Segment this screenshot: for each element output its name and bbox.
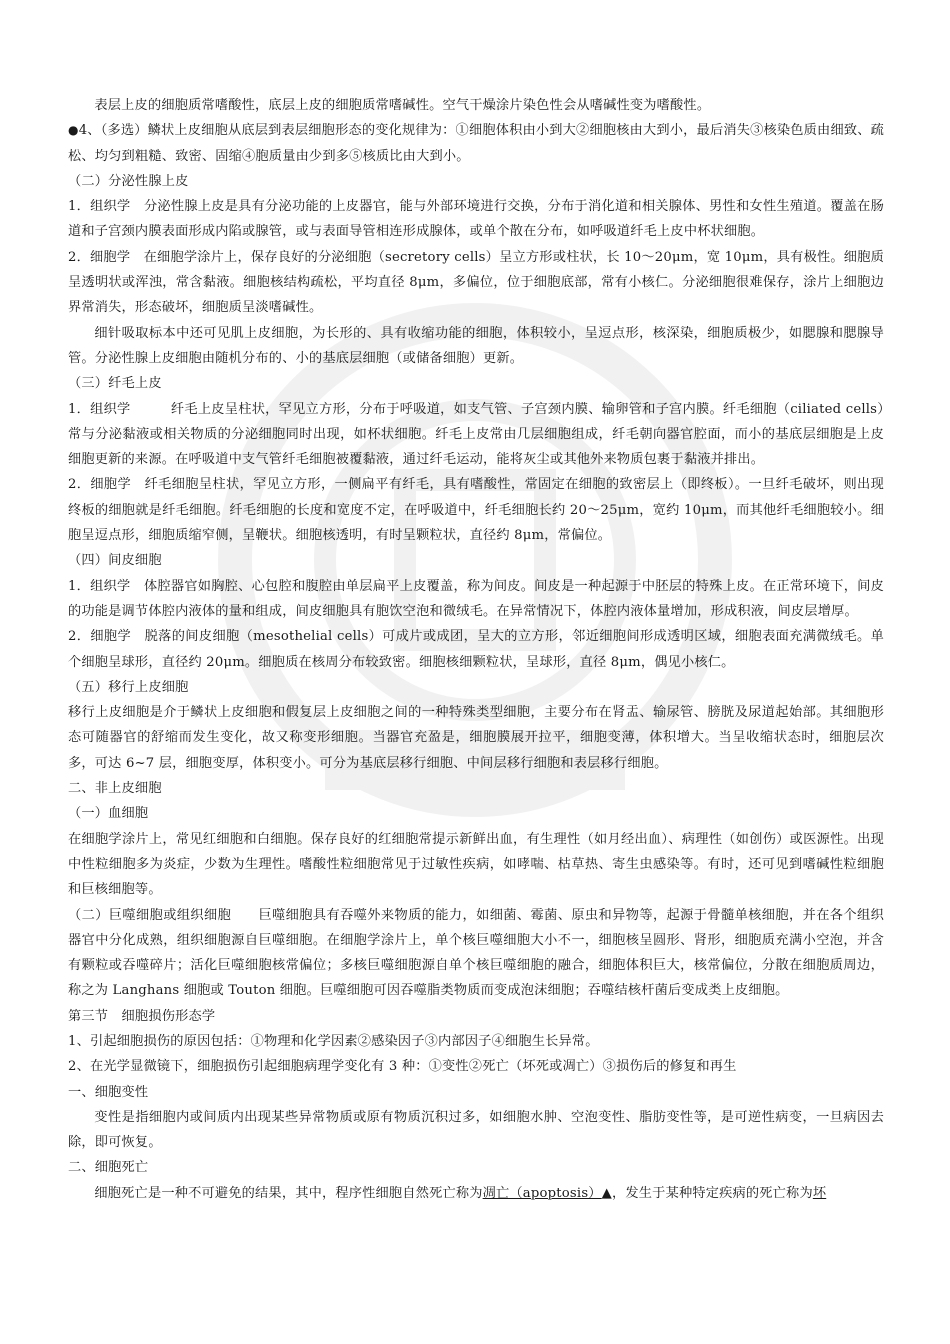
necrosis-term: 坏 — [812, 1185, 827, 1201]
heading-mesothelial: （四）间皮细胞 — [68, 553, 162, 569]
paragraph-degeneration: 变性是指细胞内或间质内出现某些异常物质或原有物质沉积过多，如细胞水肿、空泡变性、脂肪变性等，是可逆性病变，一旦病因去除，即可恢复。 — [68, 1109, 884, 1151]
heading-degeneration: 一、细胞变性 — [68, 1084, 149, 1100]
paragraph-macrophages: （二）巨噬细胞或组织细胞 巨噬细胞具有吞噬外来物质的能力，如细菌、霉菌、原虫和异物等，起源于骨髓单核细胞，并在各个组织器官中分化成熟，组织细胞源自巨噬细胞。在细胞学涂片上，单个核巨噬细胞大小不一，细胞核呈圆形、肾形，细胞质充满小空泡，并含有颗粒或吞噬碎片；活化巨噬细胞核常偏位；多核巨噬细胞源自单个核巨噬细胞的融合，细胞体积巨大，核常偏位，分散在细胞质周边，称之为 Langhans 细胞或 Touton 细胞。巨噬细胞可因吞噬脂类物质而变成泡沫细胞；吞噬结核杆菌后变成类上皮细胞。 — [68, 907, 884, 999]
cell-death-text-b: ，发生于某种特定疾病的死亡称为 — [612, 1185, 813, 1201]
heading-section-3: 第三节 细胞损伤形态学 — [68, 1008, 216, 1024]
heading-transitional: （五）移行上皮细胞 — [68, 679, 189, 695]
heading-blood-cells: （一）血细胞 — [68, 806, 149, 822]
paragraph-cell-death — [68, 1181, 884, 1206]
paragraph-injury-causes: 1、引起细胞损伤的原因包括：①物理和化学因素②感染因子③内部因子④细胞生长异常。 — [68, 1033, 599, 1049]
paragraph-ciliated-cytology: 2．细胞学 纤毛细胞呈柱状，罕见立方形，一侧扁平有纤毛，具有嗜酸性，常固定在细胞的致密层上（即终板）。一旦纤毛破坏，则出现终板的细胞就是纤毛细胞。纤毛细胞的长度和宽度不定，在呼吸道中，纤毛细胞长约 20～25μm，宽约 10μm，而其他纤毛细胞较小。细胞呈逗点形，细胞质缩窄侧，呈鞭状。细胞核透明，有时呈颗粒状，直径约 8μm，常偏位。 — [68, 477, 884, 544]
heading-ciliated-epithelium: （三）纤毛上皮 — [68, 376, 162, 392]
paragraph-mesothelial-histology: 1．组织学 体腔器官如胸腔、心包腔和腹腔由单层扁平上皮覆盖，称为间皮。间皮是一种起源于中胚层的特殊上皮。在正常环境下，间皮的功能是调节体腔内液体的量和组成，间皮细胞具有胞饮空泡和微绒毛。在异常情况下，体腔内液体量增加，形成积液，间皮层增厚。 — [68, 578, 884, 619]
paragraph-mesothelial-cytology: 2．细胞学 脱落的间皮细胞（mesothelial cells）可成片或成团，呈大的立方形，邻近细胞间形成透明区域，细胞表面充满微绒毛。单个细胞呈球形，直径约 20μm。细胞质在核周分布较致密。细胞核细颗粒状，呈球形，直径 8μm，偶见小核仁。 — [68, 629, 884, 670]
heading-secretory-epithelium: （二）分泌性腺上皮 — [68, 173, 189, 189]
heading-cell-death: 二、细胞死亡 — [68, 1160, 149, 1176]
paragraph-ciliated-histology: 1．组织学 纤毛上皮呈柱状，罕见立方形，分布于呼吸道，如支气管、子宫颈内膜、输卵管和子宫内膜。纤毛细胞（ciliated cells）常与分泌黏液或相关物质的分泌细胞同时出现，如杯状细胞。纤毛上皮常由几层细胞组成，纤毛朝向器官腔面，而小的基底层细胞是上皮细胞更新的来源。在呼吸道中支气管纤毛细胞被覆黏液，通过纤毛运动，能将灰尘或其他外来物质包裹于黏液并排出。 — [68, 401, 884, 468]
question-4-text: 4、（多选）鳞状上皮细胞从底层到表层细胞形态的变化规律为：①细胞体积由小到大②细胞核由大到小，最后消失③核染色质由细致、疏松、均匀到粗糙、致密、固缩④胞质量由少到多⑤核质比由大到小。 — [68, 123, 884, 164]
paragraph-blood-cells: 在细胞学涂片上，常见红细胞和白细胞。保存良好的红细胞常提示新鲜出血，有生理性（如月经出血）、病理性（如创伤）或医源性。出现中性粒细胞多为炎症，少数为生理性。嗜酸性粒细胞常见于过敏性疾病，如哮喘、枯草热、寄生虫感染等。有时，还可见到嗜碱性粒细胞和巨核细胞等。 — [68, 831, 884, 898]
paragraph-myoepithelial: 细针吸取标本中还可见肌上皮细胞，为长形的、具有收缩功能的细胞，体积较小，呈逗点形，核深染，细胞质极少，如腮腺和腮腺导管。分泌性腺上皮细胞由随机分布的、小的基底层细胞（或储备细胞）更新。 — [68, 325, 884, 366]
paragraph-cytoplasm-staining: 表层上皮的细胞质常嗜酸性，底层上皮的细胞质常嗜碱性。空气干燥涂片染色性会从嗜碱性变为嗜酸性。 — [94, 98, 711, 113]
paragraph-injury-changes: 2、在光学显微镜下，细胞损伤引起细胞病理学变化有 3 种：①变性②死亡（坏死或凋亡）③损伤后的修复和再生 — [68, 1059, 737, 1075]
paragraph-secretory-cytology: 2．细胞学 在细胞学涂片上，保存良好的分泌细胞（secretory cells）呈立方形或柱状，长 10～20μm，宽 10μm，具有极性。细胞质呈透明状或浑浊，常含黏液。细胞核结构疏松，平均直径 8μm，多偏位，位于细胞底部，常有小核仁。分泌细胞很难保存，涂片上细胞边界常消失，形态破坏，细胞质呈淡嗜碱性。 — [68, 249, 884, 316]
question-4-paragraph — [68, 118, 884, 169]
document-body — [68, 93, 884, 1206]
heading-non-epithelial: 二、非上皮细胞 — [68, 781, 162, 797]
triangle-icon: ▲ — [601, 1185, 613, 1201]
paragraph-transitional: 移行上皮细胞是介于鳞状上皮细胞和假复层上皮细胞之间的一种特殊类型细胞，主要分布在肾盂、输尿管、膀胱及尿道起始部。其细胞形态可随器官的舒缩而发生变化，故又称变形细胞。当器官充盈是，细胞膜展开拉平，细胞变薄，体积增大。当呈收缩状态时，细胞层次多，可达 6~7 层，细胞变厚，体积变小。可分为基底层移行细胞、中间层移行细胞和表层移行细胞。 — [68, 705, 884, 771]
cell-death-text-a: 细胞死亡是一种不可避免的结果，其中，程序性细胞自然死亡称为 — [94, 1185, 483, 1201]
bullet-icon: ● — [68, 123, 79, 138]
apoptosis-term: 凋亡（apoptosis） — [482, 1185, 602, 1201]
paragraph-secretory-histology: 1．组织学 分泌性腺上皮是具有分泌功能的上皮器官，能与外部环境进行交换，分布于消化道和相关腺体、男性和女性生殖道。覆盖在肠道和子宫颈内膜表面形成内陷或腺管，或与表面导管相连形成腺体，或单个散在分布，如呼吸道纤毛上皮中杯状细胞。 — [68, 199, 884, 240]
